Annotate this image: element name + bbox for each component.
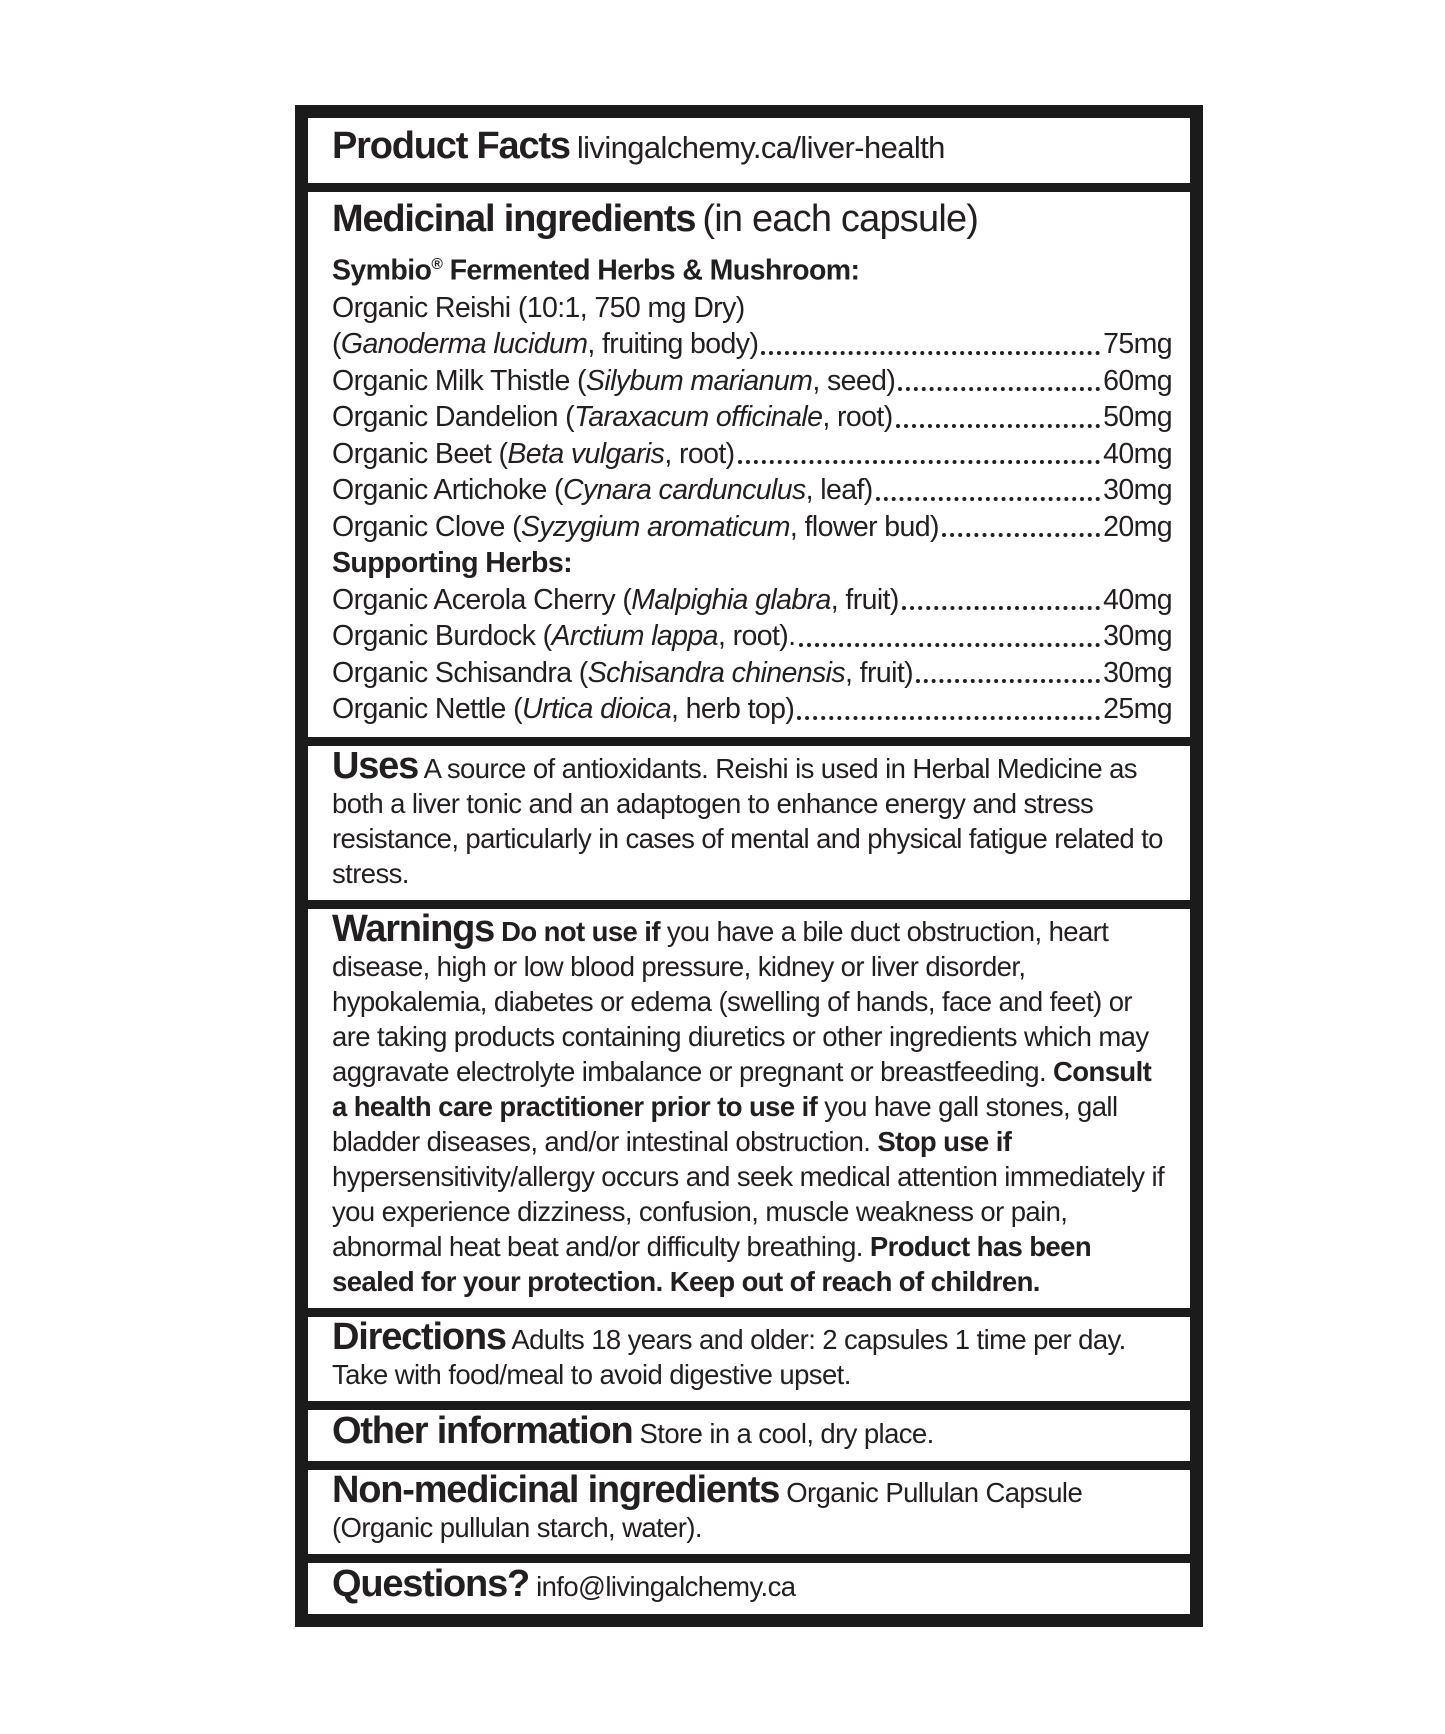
symbio-brand: Symbio [332, 254, 432, 287]
uses-title: Uses [332, 744, 419, 787]
dot-leader [796, 618, 1104, 655]
registered-mark: ® [431, 256, 443, 273]
ingredient-name: Organic Burdock (Arctium lappa, root). [332, 620, 796, 652]
directions-title: Directions [332, 1315, 506, 1358]
warning-emphasis: Product has been sealed for your protection. Keep out of reach of children. [332, 1230, 1092, 1297]
warnings-body [332, 916, 1164, 1297]
ingredient-amount: 25mg [1103, 693, 1172, 725]
warning-text: you have a bile duct obstruction, heart disease, high or low blood pressure, kidney or liver disorder, hypokalemia, diabetes or edema (swelling of hands, face and feet) or are taking products containing diuretics or other ingredients which may aggravate electrolyte imbalance or pregnant or breastfeeding. [332, 915, 1149, 1087]
dot-leader [758, 326, 1103, 363]
ingredient-name: Organic Schisandra (Schisandra chinensis, fruit) [332, 656, 914, 689]
section-medicinal-ingredients [308, 192, 1190, 737]
ingredient-name: Organic Artichoke (Cynara cardunculus, leaf) [332, 474, 873, 506]
ingredient-row [332, 655, 1172, 692]
symbio-heading [332, 246, 1172, 290]
ingredient-amount: 20mg [1103, 510, 1172, 543]
ingredient-list [332, 290, 1172, 728]
supporting-herbs-heading: Supporting Herbs: [332, 547, 572, 579]
ingredient-row [332, 363, 1172, 400]
section-questions [308, 1563, 1190, 1614]
ingredient-amount: 30mg [1103, 656, 1172, 689]
warning-emphasis: Stop use if [877, 1125, 1012, 1157]
non-medicinal-title: Non-medicinal ingredients [332, 1468, 780, 1511]
warning-text: hypersensitivity/allergy occurs and seek medical attention immediately if you experience dizziness, confusion, muscle weakness or pain, abnormal heat beat and/or difficulty breathing. [332, 1160, 1165, 1262]
ingredient-name: Organic Nettle (Urtica dioica, herb top) [332, 693, 795, 725]
ingredient-amount: 40mg [1103, 583, 1172, 616]
dot-leader [893, 399, 1103, 436]
section-directions [308, 1317, 1190, 1401]
other-information-title: Other information [332, 1409, 633, 1452]
product-facts-label [295, 105, 1203, 1627]
section-other-information [308, 1410, 1190, 1461]
dot-leader [735, 436, 1104, 473]
directions-body: Adults 18 years and older: 2 capsules 1 time per day. Take with food/meal to avoid digestive upset. [332, 1323, 1126, 1390]
ingredient-name: (Ganoderma lucidum, fruiting body) [332, 328, 759, 360]
warning-emphasis: Consult a health care practitioner prior to use if [332, 1055, 1152, 1122]
ingredient-row [332, 436, 1172, 473]
section-non-medicinal-ingredients [308, 1470, 1190, 1554]
ingredient-name: Organic Clove (Syzygium aromaticum, flower bud) [332, 510, 939, 543]
ingredient-row [332, 326, 1172, 363]
dot-leader [913, 655, 1103, 692]
questions-title: Questions? [332, 1562, 530, 1605]
non-medicinal-body: Organic Pullulan Capsule (Organic pullulan starch, water). [332, 1476, 1083, 1543]
ingredient-line: Organic Reishi (10:1, 750 mg Dry) [332, 291, 745, 324]
product-facts-url: livingalchemy.ca/liver-health [576, 130, 945, 165]
ingredient-amount: 30mg [1103, 474, 1172, 506]
ingredient-amount: 75mg [1103, 328, 1172, 360]
warning-text: you have gall stones, gall bladder diseases, and/or intestinal obstruction. [332, 1090, 1118, 1157]
other-information-body: Store in a cool, dry place. [639, 1417, 934, 1449]
ingredient-amount: 40mg [1103, 437, 1172, 470]
dot-leader [873, 472, 1103, 509]
ingredient-amount: 50mg [1103, 401, 1172, 433]
ingredient-row [332, 472, 1172, 509]
dot-leader [895, 363, 1103, 400]
section-warnings [308, 909, 1190, 1308]
uses-body: A source of antioxidants. Reishi is used in Herbal Medicine as both a liver tonic and an adaptogen to enhance energy and stress resistance, particularly in cases of mental and physical fatigue related to stress. [332, 752, 1163, 889]
ingredient-name: Organic Dandelion (Taraxacum officinale, root) [332, 401, 893, 433]
symbio-rest: Fermented Herbs & Mushroom: [449, 254, 860, 287]
questions-email: info@livingalchemy.ca [536, 1570, 796, 1602]
dot-leader [939, 509, 1103, 546]
medicinal-title-suffix: (in each capsule) [702, 198, 979, 240]
warning-emphasis: Do not use if [501, 915, 660, 947]
section-uses [308, 746, 1190, 900]
medicinal-title: Medicinal ingredients [332, 198, 696, 240]
ingredient-row [332, 582, 1172, 619]
ingredient-amount: 60mg [1103, 364, 1172, 397]
warnings-title: Warnings [332, 907, 495, 950]
ingredient-name: Organic Milk Thistle (Silybum marianum, seed) [332, 364, 896, 397]
ingredient-name: Organic Beet (Beta vulgaris, root) [332, 437, 735, 470]
ingredient-amount: 30mg [1103, 620, 1172, 652]
ingredient-name: Organic Acerola Cherry (Malpighia glabra, fruit) [332, 583, 899, 616]
ingredient-row [332, 618, 1172, 655]
section-product-facts [308, 118, 1190, 183]
dot-leader [899, 582, 1103, 619]
product-facts-title: Product Facts [332, 125, 570, 167]
dot-leader [794, 691, 1103, 728]
ingredient-row [332, 691, 1172, 728]
ingredient-row [332, 399, 1172, 436]
ingredient-row [332, 509, 1172, 546]
